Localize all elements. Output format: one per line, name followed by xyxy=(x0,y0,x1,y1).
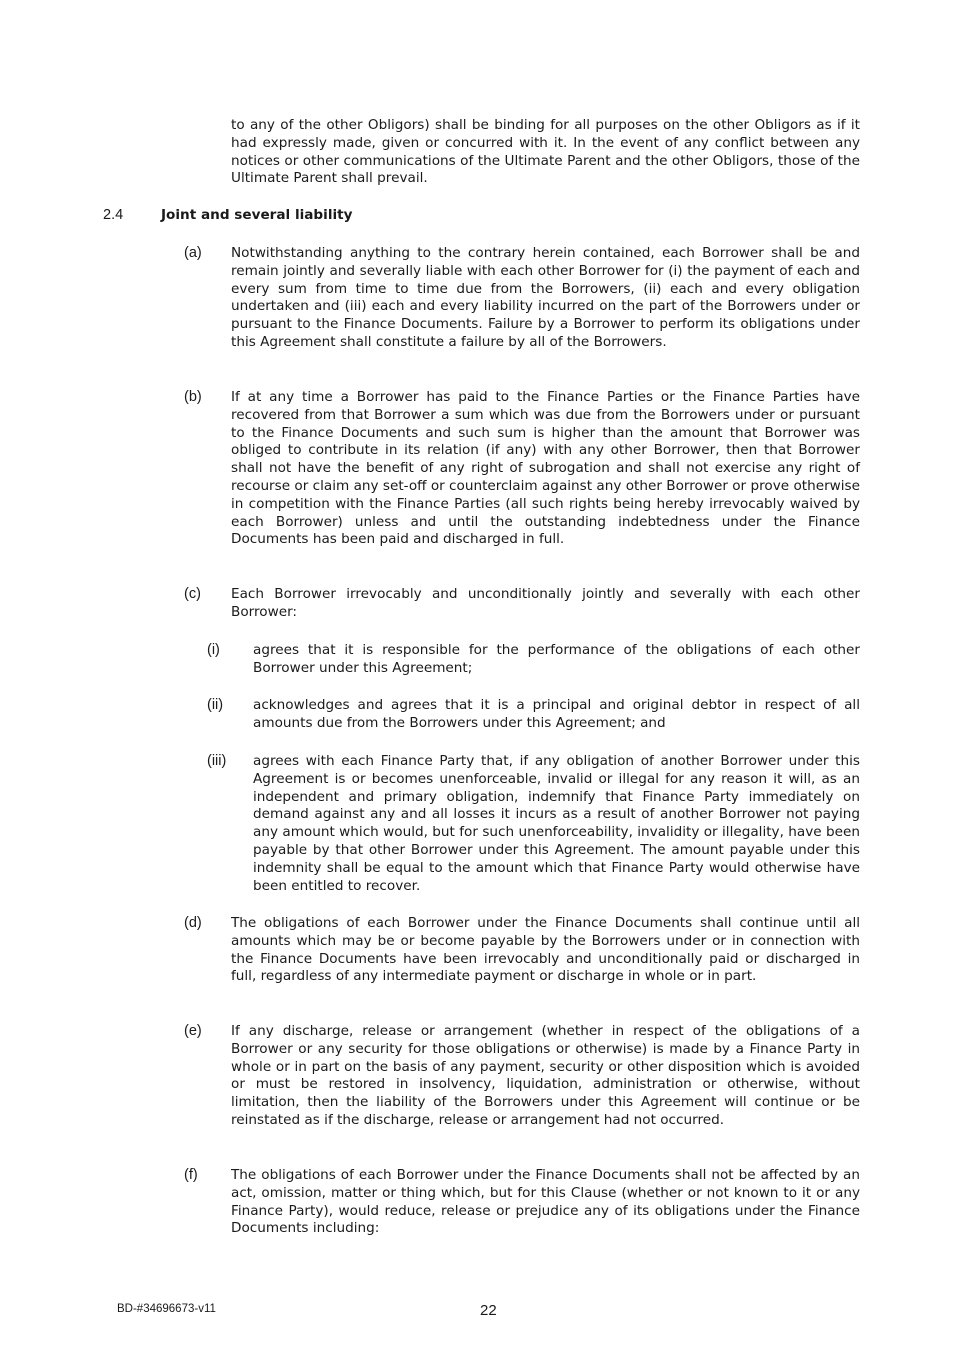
subparagraph-iii: agrees with each Finance Party that, if any obligation of another Borrower under this Agreement is or becomes unenforceable, invalid or illegal for any reason it will, as an independent and primary obligation, indemnify that Finance Party immediately on demand against any and all losses it incurs as a result of another Borrower not paying any amount which would, but for such unenforceability, invalidity or illegality, have been payable by that other Borrower under this Agreement. The amount payable under this indemnity shall be equal to the amount which that Finance Party would otherwise have been entitled to recover. xyxy=(253,753,860,894)
subparagraph-label-ii: (ii) xyxy=(207,697,224,713)
paragraph-b: If at any time a Borrower has paid to the Finance Parties or the Finance Parties have recovered from that Borrower a sum which was due from the Borrowers under or pursuant to the Finance Documents and such sum is higher than the amount that Borrower was obliged to contribute in its relation (if any) with any other Borrower, then that Borrower shall not have the benefit of any right of subrogation and shall not exercise any right of recourse or claim any set-off or counterclaim against any other Borrower or prove otherwise in competition with the Finance Parties (all such rights being hereby irrevocably waived by each Borrower) unless and until the outstanding indebtedness under the Finance Documents has been paid and discharged in full. xyxy=(231,389,860,548)
paragraph-label-d: (d) xyxy=(184,915,202,931)
paragraph-label-c: (c) xyxy=(184,586,201,602)
paragraph-e: If any discharge, release or arrangement (whether in respect of the obligations of a Borrower or any security for those obligations or otherwise) is made by a Finance Party in whole or in part on the basis of any payment, security or other disposition which is avoided or must be restored in insolvency, liquidation, administration or otherwise, without limitation, then the liability of the Borrowers under this Agreement will continue or be reinstated as if the discharge, release or arrangement had not occurred. xyxy=(231,1023,860,1128)
page-number: 22 xyxy=(480,1302,497,1319)
clause-number: 2.4 xyxy=(103,207,124,223)
paragraph-d: The obligations of each Borrower under the Finance Documents shall continue until all amounts which may be or become payable by the Borrowers under or in connection with the Finance Documents have been irrevocably and unconditionally paid or discharged in full, regardless of any intermediate payment or discharge in whole or in part. xyxy=(231,915,860,985)
paragraph-c: Each Borrower irrevocably and unconditionally jointly and severally with each other Borrower: xyxy=(231,586,860,620)
subparagraph-i: agrees that it is responsible for the performance of the obligations of each other Borrower under this Agreement; xyxy=(253,642,860,676)
paragraph-label-f: (f) xyxy=(184,1167,198,1183)
subparagraph-label-i: (i) xyxy=(207,642,220,658)
paragraph-label-e: (e) xyxy=(184,1023,202,1039)
paragraph-f: The obligations of each Borrower under the Finance Documents shall not be affected by an act, omission, matter or thing which, but for this Clause (whether or not known to it or any Finance Party), would reduce, release or prejudice any of its obligations under the Finance Documents including: xyxy=(231,1167,860,1237)
intro-paragraph: to any of the other Obligors) shall be binding for all purposes on the other Obligors as if it had expressly made, given or concurred with it. In the event of any conflict between any notices or other communications of the Ultimate Parent and the other Obligors, those of the Ultimate Parent shall prevail. xyxy=(231,117,860,187)
subparagraph-ii: acknowledges and agrees that it is a principal and original debtor in respect of all amounts due from the Borrowers under this Agreement; and xyxy=(253,697,860,731)
clause-title: Joint and several liability xyxy=(161,207,353,223)
paragraph-label-a: (a) xyxy=(184,245,202,261)
document-reference: BD-#34696673-v11 xyxy=(117,1303,216,1315)
subparagraph-label-iii: (iii) xyxy=(207,753,227,769)
paragraph-label-b: (b) xyxy=(184,389,202,405)
paragraph-a: Notwithstanding anything to the contrary herein contained, each Borrower shall be and remain jointly and severally liable with each other Borrower for (i) the payment of each and every sum from time to time due from the Borrowers, (ii) each and every obligation undertaken and (iii) each and every liability incurred on the part of the Borrowers under or pursuant to the Finance Documents. Failure by a Borrower to perform its obligations under this Agreement shall constitute a failure by all of the Borrowers. xyxy=(231,245,860,350)
